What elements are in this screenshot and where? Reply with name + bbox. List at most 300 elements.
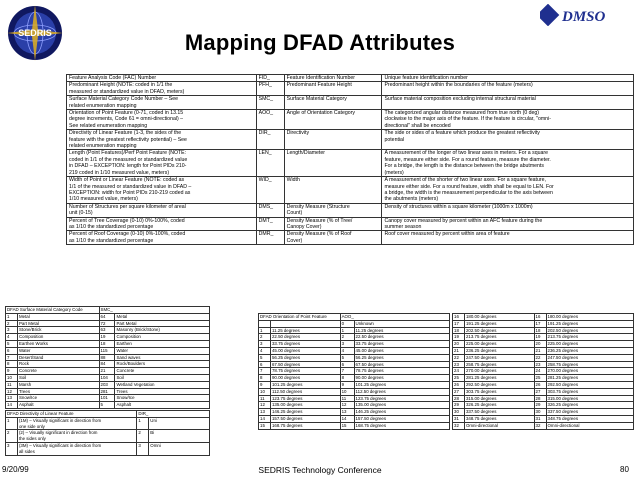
aoo-cell: 213.75 degrees: [546, 334, 634, 341]
dir-cell: Uni: [149, 417, 210, 430]
dir-cell: 2: [6, 430, 18, 443]
aoo-header-left: DFAD Orientation of Point Feature: [259, 314, 341, 321]
smc-row: [6, 320, 210, 327]
aoo-cell: 45.00 degrees: [270, 347, 340, 354]
aoo-row: [453, 354, 634, 361]
aoo-cell: 22.50 degrees: [354, 334, 449, 341]
aoo-cell: 7: [340, 368, 354, 375]
smc-cell: Masonry (Brick/Stone): [115, 327, 210, 334]
smc-cell: 6: [6, 347, 18, 354]
attribute-mapping-cell: Roof cover measured by percent within area of feature: [382, 231, 634, 245]
dir-cell: 2: [137, 430, 149, 443]
aoo-cell: 1: [340, 327, 354, 334]
aoo-row: [259, 354, 450, 361]
smc-cell: 18: [99, 340, 115, 347]
aoo-cell: 10: [259, 388, 271, 395]
aoo-cell: 2: [259, 334, 271, 341]
attribute-mapping-cell: Feature Analysis Code (FAC) Number: [67, 75, 257, 82]
dir-cell: (3M) – Visually significant in direction from all sides: [17, 442, 136, 455]
attribute-mapping-cell: Angle of Orientation Category: [284, 110, 382, 130]
attribute-mapping-cell: Width: [284, 177, 382, 204]
aoo-cell: 225.00 degrees: [464, 341, 534, 348]
aoo-cell: 270.00 degrees: [546, 368, 634, 375]
smc-cell: Part Metal: [115, 320, 210, 327]
attribute-mapping-cell: Density Measure (Structure Count): [284, 203, 382, 217]
smc-row: [6, 368, 210, 375]
attribute-mapping-cell: Percent of Roof Coverage (0-10) 0%-100%, coded as 1/10 the standardized percentage: [67, 231, 257, 245]
smc-cell: 5: [99, 402, 115, 409]
dir-cell: (1M) – Visually significant in direction from one side only: [17, 417, 136, 430]
smc-cell: Water: [17, 347, 99, 354]
smc-cell: Rock/Boulders: [115, 361, 210, 368]
aoo-row: [453, 368, 634, 375]
aoo-cell: 168.75 degrees: [354, 422, 449, 429]
aoo-cell: 14: [340, 415, 354, 422]
attribute-mapping-table: [66, 74, 634, 245]
smc-cell: Stone/Brick: [17, 327, 99, 334]
aoo-row: [259, 368, 450, 375]
attribute-mapping-cell: Density Measure (% of Roof Cover): [284, 231, 382, 245]
aoo-cell: 32: [534, 422, 546, 429]
attribute-mapping-cell: LEN_: [256, 150, 284, 177]
aoo-row: [259, 347, 450, 354]
aoo-cell: 146.25 degrees: [270, 409, 340, 416]
attribute-mapping-cell: Predominant Feature Height: [284, 82, 382, 96]
smc-cell: 8: [6, 361, 18, 368]
aoo-cell: 21: [453, 347, 465, 354]
smc-cell: 11: [6, 381, 18, 388]
aoo-row: [259, 415, 450, 422]
smc-cell: 10: [6, 374, 18, 381]
smc-cell: Metal: [115, 313, 210, 320]
aoo-cell: 157.50 degrees: [270, 415, 340, 422]
aoo-cell: 112.50 degrees: [354, 388, 449, 395]
aoo-cell: 281.25 degrees: [546, 375, 634, 382]
attribute-mapping-cell: DMS_: [256, 203, 284, 217]
aoo-cell: 123.75 degrees: [270, 395, 340, 402]
aoo-cell: 123.75 degrees: [354, 395, 449, 402]
smc-cell: 7: [6, 354, 18, 361]
aoo-cell: 281.25 degrees: [464, 375, 534, 382]
aoo-row: [259, 334, 450, 341]
aoo-cell: 33.75 degrees: [354, 341, 449, 348]
aoo-row: [453, 327, 634, 334]
aoo-cell: 10: [340, 388, 354, 395]
aoo-cell: 1: [259, 327, 271, 334]
attribute-mapping-row: [67, 96, 634, 110]
aoo-cell: 27: [453, 388, 465, 395]
dir-cell: Bi: [149, 430, 210, 443]
smc-header-right: SMC_: [99, 307, 209, 314]
aoo-cell: 6: [340, 361, 354, 368]
aoo-cell: 29: [453, 402, 465, 409]
aoo-cell: 28: [453, 395, 465, 402]
attribute-mapping-cell: AOO_: [256, 110, 284, 130]
aoo-cell: 348.75 degrees: [464, 415, 534, 422]
aoo-cell: 326.25 degrees: [464, 402, 534, 409]
aoo-cell: 11: [259, 395, 271, 402]
aoo-cell: 22: [534, 354, 546, 361]
aoo-cell: 213.75 degrees: [464, 334, 534, 341]
dmso-logo-icon: [540, 4, 632, 26]
aoo-cell: 22: [453, 354, 465, 361]
smc-row: [6, 354, 210, 361]
aoo-header-right: AOO_: [340, 314, 449, 321]
dir-header-right: DIR_: [137, 411, 210, 418]
smc-cell: Rock: [17, 361, 99, 368]
aoo-cell: Omni-directional: [546, 422, 634, 429]
smc-header-left: DFAD Surface Material Category Code: [6, 307, 100, 314]
aoo-cell: 337.50 degrees: [464, 409, 534, 416]
smc-cell: Soil: [17, 374, 99, 381]
aoo-cell: 27: [534, 388, 546, 395]
smc-cell: Trees: [115, 388, 210, 395]
smc-cell: 101: [99, 395, 115, 402]
smc-row: [6, 327, 210, 334]
aoo-cell: 12: [340, 402, 354, 409]
attribute-mapping-row: [67, 130, 634, 150]
smc-cell: 12: [6, 388, 18, 395]
aoo-row: [453, 334, 634, 341]
attribute-mapping-cell: Density Measure (% of Tree/ Canopy Cover): [284, 217, 382, 231]
dir-cell: 1: [137, 417, 149, 430]
aoo-cell: 23: [534, 361, 546, 368]
attribute-mapping-cell: DMT_: [256, 217, 284, 231]
attribute-mapping-cell: Surface material composition excluding internal structural material: [382, 96, 634, 110]
aoo-cell: 258.75 degrees: [464, 361, 534, 368]
aoo-cell: 236.25 degrees: [464, 347, 534, 354]
smc-cell: Desert/Sand: [17, 354, 99, 361]
aoo-cell: 3: [259, 341, 271, 348]
aoo-row: [259, 409, 450, 416]
attribute-mapping-cell: Length/Diameter: [284, 150, 382, 177]
aoo-cell: 12: [259, 402, 271, 409]
aoo-cell: 202.50 degrees: [464, 327, 534, 334]
aoo-cell: 19: [534, 334, 546, 341]
aoo-cell: 315.00 degrees: [464, 395, 534, 402]
aoo-cell: 236.25 degrees: [546, 347, 634, 354]
footer-date: 9/20/99: [2, 465, 29, 474]
aoo-row: [453, 381, 634, 388]
aoo-cell: 180.00 degrees: [546, 314, 634, 321]
dmso-logo: [540, 4, 632, 26]
footer-conference: SEDRIS Technology Conference: [258, 465, 382, 475]
aoo-cell: 15: [259, 422, 271, 429]
attribute-mapping-cell: DMR_: [256, 231, 284, 245]
aoo-cell: 15: [340, 422, 354, 429]
aoo-row: [453, 320, 634, 327]
aoo-cell: 56.25 degrees: [354, 354, 449, 361]
attribute-mapping-cell: SMC_: [256, 96, 284, 110]
aoo-row: [453, 388, 634, 395]
aoo-unknown-label: Unknown: [354, 320, 449, 327]
dir-cell: 3: [137, 442, 149, 455]
aoo-cell: 146.25 degrees: [354, 409, 449, 416]
aoo-cell: 303.75 degrees: [464, 388, 534, 395]
aoo-row: [453, 422, 634, 429]
aoo-cell: 5: [259, 354, 271, 361]
aoo-cell: 90.00 degrees: [270, 375, 340, 382]
smc-cell: Wetland Vegetation: [115, 381, 210, 388]
smc-cell: Asphalt: [17, 402, 99, 409]
smc-row: [6, 340, 210, 347]
aoo-cell: 20: [453, 341, 465, 348]
aoo-row: [259, 422, 450, 429]
attribute-mapping-cell: Width of Point or Linear Feature (NOTE: coded as 1/1 of the measured or standardized value in DFAD – EXCEPTION: width for Point PIDs 210-219 coded as 1/10 measured value, meters): [67, 177, 257, 204]
attribute-mapping-cell: Canopy cover measured by percent within an AFC feature during the summer season: [382, 217, 634, 231]
aoo-cell: 348.75 degrees: [546, 415, 634, 422]
dir-cell: Omni: [149, 442, 210, 455]
aoo-cell: 292.50 degrees: [546, 381, 634, 388]
smc-cell: Concrete: [115, 368, 210, 375]
smc-cell: Earthen Works: [17, 340, 99, 347]
aoo-cell: 7: [259, 368, 271, 375]
aoo-cell: 16: [453, 314, 465, 321]
aoo-cell: 270.00 degrees: [464, 368, 534, 375]
aoo-cell: 6: [259, 361, 271, 368]
aoo-row: [259, 375, 450, 382]
smc-cell: Sand waves: [115, 354, 210, 361]
aoo-cell: 30: [453, 409, 465, 416]
smc-cell: 3: [6, 327, 18, 334]
dir-header-left: DFAD Directivity of Linear Feature: [6, 411, 137, 418]
dir-cell: (2) – Visually significant in direction from the sides only: [17, 430, 136, 443]
aoo-cell: 30: [534, 409, 546, 416]
dir-row: [6, 430, 210, 443]
aoo-cell: 32: [453, 422, 465, 429]
aoo-cell: 135.00 degrees: [354, 402, 449, 409]
aoo-cell: 258.75 degrees: [546, 361, 634, 368]
aoo-cell: 13: [259, 409, 271, 416]
aoo-cell: 191.25 degrees: [464, 320, 534, 327]
aoo-cell: 56.25 degrees: [270, 354, 340, 361]
aoo-cell: 17: [453, 320, 465, 327]
smc-cell: Soil: [115, 374, 210, 381]
attribute-mapping-cell: The side or sides of a feature which produce the greatest reflectivity potential: [382, 130, 634, 150]
smc-row: [6, 313, 210, 320]
footer-page-number: 80: [620, 465, 629, 474]
aoo-cell: 29: [534, 402, 546, 409]
aoo-cell: 33.75 degrees: [270, 341, 340, 348]
attribute-mapping-row: [67, 82, 634, 96]
attribute-mapping-cell: Density of structures within a square kilometer (1000m x 1000m): [382, 203, 634, 217]
aoo-cell: 337.50 degrees: [546, 409, 634, 416]
attribute-mapping-cell: A measurement of the shorter of two linear axes. For a square feature, measure either side. For a round feature, width shall be equal to LEN. For a bridge, the width is the measurement perpendicular to the axis between the abutments (meters): [382, 177, 634, 204]
aoo-row: [453, 341, 634, 348]
aoo-cell: 292.50 degrees: [464, 381, 534, 388]
smc-cell: 9: [6, 368, 18, 375]
attribute-mapping-cell: FID_: [256, 75, 284, 82]
attribute-mapping-cell: Predominant Height (NOTE: coded in 1/1 the measured or standardized value in DFAD, meters): [67, 82, 257, 96]
aoo-cell: 28: [534, 395, 546, 402]
aoo-row: [259, 395, 450, 402]
aoo-cell: 20: [534, 341, 546, 348]
attribute-mapping-cell: Directivity of Linear Feature (1-3, the sides of the feature with the greatest reflectivity potential) – See related enumeration mapping: [67, 130, 257, 150]
smc-row: [6, 388, 210, 395]
smc-cell: Snow/Ice: [115, 395, 210, 402]
smc-cell: 4: [6, 334, 18, 341]
attribute-mapping-row: [67, 150, 634, 177]
aoo-cell: 326.25 degrees: [546, 402, 634, 409]
attribute-mapping-row: [67, 177, 634, 204]
aoo-cell: 17: [534, 320, 546, 327]
attribute-mapping-cell: Feature Identification Number: [284, 75, 382, 82]
attribute-mapping-cell: Percent of Tree Coverage (0-10) 0%-100%, coded as 1/10 the standardized percentage: [67, 217, 257, 231]
page-title: Mapping DFAD Attributes: [184, 30, 456, 55]
smc-cell: 13: [6, 395, 18, 402]
smc-cell: 63: [99, 327, 115, 334]
smc-row: [6, 402, 210, 409]
aoo-row: [259, 381, 450, 388]
attribute-mapping-cell: WID_: [256, 177, 284, 204]
aoo-row: [453, 314, 634, 321]
aoo-cell: 14: [259, 415, 271, 422]
smc-cell: 281: [99, 388, 115, 395]
aoo-cell: 67.50 degrees: [354, 361, 449, 368]
attribute-mapping-cell: Orientation of Point Feature (0-71, coded in 13.15 degree increments, Code 61 = omni-directional) – See related enumeration mapping: [67, 110, 257, 130]
aoo-row: [453, 409, 634, 416]
aoo-cell: Omni-directional: [464, 422, 534, 429]
aoo-cell: 31: [453, 415, 465, 422]
aoo-cell: 90.00 degrees: [354, 375, 449, 382]
aoo-cell: 23: [453, 361, 465, 368]
dir-row: [6, 417, 210, 430]
smc-cell: Snow/Ice: [17, 395, 99, 402]
aoo-cell: 16: [534, 314, 546, 321]
smc-enumeration-table: [5, 306, 210, 409]
smc-row: [6, 381, 210, 388]
smc-row: [6, 361, 210, 368]
aoo-cell: 3: [340, 341, 354, 348]
attribute-mapping-cell: Length (Point Features)/Perf Point Feature (NOTE: coded in 1/1 of the measured or standardized value in DFAD – EXCEPTION: length for Point PIDs 210- 219 coded in 1/10 measured value, meters): [67, 150, 257, 177]
aoo-row: [453, 415, 634, 422]
aoo-cell: 13: [340, 409, 354, 416]
smc-cell: Trees: [17, 388, 99, 395]
attribute-mapping-cell: Surface Material Category: [284, 96, 382, 110]
attribute-mapping-cell: PFH_: [256, 82, 284, 96]
attribute-mapping-cell: Surface Material Category Code Number – See related enumeration mapping: [67, 96, 257, 110]
aoo-row: [259, 402, 450, 409]
aoo-row: [259, 361, 450, 368]
attribute-mapping-cell: Directivity: [284, 130, 382, 150]
attribute-mapping-cell: DIR_: [256, 130, 284, 150]
smc-cell: Part Metal: [17, 320, 99, 327]
attribute-mapping-row: [67, 75, 634, 82]
aoo-cell: 202.50 degrees: [546, 327, 634, 334]
attribute-mapping-row: [67, 110, 634, 130]
aoo-cell: 4: [259, 347, 271, 354]
smc-cell: 84: [99, 361, 115, 368]
aoo-cell: 9: [340, 381, 354, 388]
aoo-row: [453, 361, 634, 368]
aoo-unknown-code: 0: [340, 320, 354, 327]
aoo-cell: 24: [453, 368, 465, 375]
aoo-cell: 168.75 degrees: [270, 422, 340, 429]
aoo-row: [453, 375, 634, 382]
aoo-cell: 4: [340, 347, 354, 354]
aoo-cell: 247.50 degrees: [546, 354, 634, 361]
aoo-cell: 11.25 degrees: [270, 327, 340, 334]
smc-cell: 72: [99, 320, 115, 327]
aoo-cell: 8: [259, 375, 271, 382]
aoo-cell: 191.25 degrees: [546, 320, 634, 327]
aoo-cell: 19: [453, 334, 465, 341]
attribute-mapping-cell: A measurement of the longer of two linear axes in meters. For a square feature, measure either side. For a round feature, measure the diameter. For a bridge, the length is the distance between the bridge abutments (meters): [382, 150, 634, 177]
dir-cell: 1: [6, 417, 18, 430]
aoo-cell: 25: [534, 375, 546, 382]
aoo-cell: 225.00 degrees: [546, 341, 634, 348]
aoo-enumeration-table-1: [258, 313, 450, 430]
aoo-cell: 31: [534, 415, 546, 422]
smc-cell: 115: [99, 347, 115, 354]
dir-enumeration-table: [5, 410, 210, 456]
aoo-cell: 2: [340, 334, 354, 341]
smc-cell: Composition: [17, 334, 99, 341]
smc-cell: 2: [6, 320, 18, 327]
aoo-cell: 18: [453, 327, 465, 334]
aoo-cell: 303.75 degrees: [546, 388, 634, 395]
aoo-row: [259, 341, 450, 348]
aoo-row: [259, 327, 450, 334]
aoo-cell: 157.50 degrees: [354, 415, 449, 422]
aoo-cell: 67.50 degrees: [270, 361, 340, 368]
aoo-cell: 78.75 degrees: [354, 368, 449, 375]
aoo-cell: 247.50 degrees: [464, 354, 534, 361]
aoo-cell: 22.50 degrees: [270, 334, 340, 341]
aoo-cell: 26: [453, 381, 465, 388]
aoo-cell: 135.00 degrees: [270, 402, 340, 409]
aoo-row: [453, 347, 634, 354]
smc-row: [6, 374, 210, 381]
smc-row: [6, 334, 210, 341]
aoo-row: [453, 395, 634, 402]
aoo-row: [259, 388, 450, 395]
dir-row: [6, 442, 210, 455]
smc-row: [6, 347, 210, 354]
aoo-cell: 112.50 degrees: [270, 388, 340, 395]
aoo-cell: 11.25 degrees: [354, 327, 449, 334]
smc-cell: 14: [6, 402, 18, 409]
smc-cell: 64: [99, 313, 115, 320]
attribute-mapping-cell: Predominant height within the boundaries of the feature (meters): [382, 82, 634, 96]
aoo-cell: 21: [534, 347, 546, 354]
attribute-mapping-row: [67, 217, 634, 231]
smc-cell: 203: [99, 381, 115, 388]
attribute-mapping-cell: Unique feature identification number: [382, 75, 634, 82]
smc-row: [6, 395, 210, 402]
aoo-cell: 8: [340, 375, 354, 382]
aoo-cell: 5: [340, 354, 354, 361]
svg-text:SEDRIS: SEDRIS: [18, 28, 52, 38]
smc-cell: 21: [99, 368, 115, 375]
aoo-cell: 315.00 degrees: [546, 395, 634, 402]
attribute-mapping-cell: Number of Structures per square kilometer of areal unit (0-15): [67, 203, 257, 217]
smc-cell: Concrete: [17, 368, 99, 375]
aoo-cell: 18: [534, 327, 546, 334]
aoo-row: [453, 402, 634, 409]
aoo-cell: 101.25 degrees: [270, 381, 340, 388]
aoo-cell: 25: [453, 375, 465, 382]
aoo-cell: 9: [259, 381, 271, 388]
attribute-mapping-row: [67, 231, 634, 245]
smc-cell: Metal: [17, 313, 99, 320]
aoo-cell: 26: [534, 381, 546, 388]
smc-cell: Asphalt: [115, 402, 210, 409]
aoo-cell: 11: [340, 395, 354, 402]
dir-cell: 3: [6, 442, 18, 455]
smc-cell: 19: [99, 334, 115, 341]
attribute-mapping-cell: The categorized angular distance measured from true north (0 deg) clockwise to the major axis of the feature. If the feature is circular, "omni- directional" shall be encoded: [382, 110, 634, 130]
